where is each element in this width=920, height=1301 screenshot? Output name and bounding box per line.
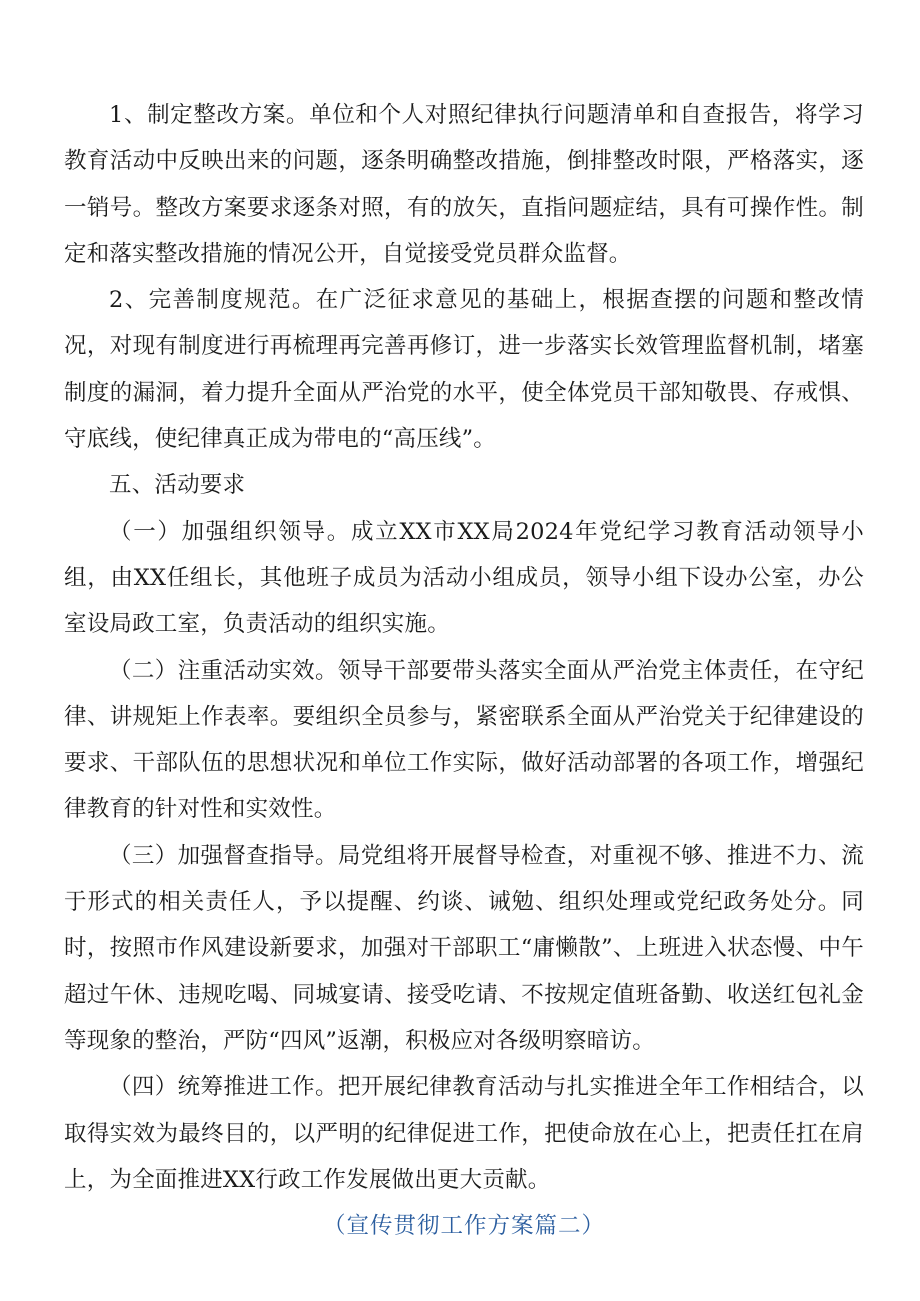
document-body	[64, 92, 864, 1249]
paragraph-improve-system: 2、完善制度规范。在广泛征求意见的基础上，根据查摆的问题和整改情况，对现有制度进行再梳理再完善再修订，进一步落实长效管理监督机制，堵塞制度的漏洞，着力提升全面从严治党的水平，使全体党员干部知敬畏、存戒惧、守底线，使纪律真正成为带电的“高压线”。	[64, 287, 864, 453]
paragraph-rectification-plan: 1、制定整改方案。单位和个人对照纪律执行问题清单和自查报告，将学习教育活动中反映出来的问题，逐条明确整改措施，倒排整改时限，严格落实，逐一销号。整改方案要求逐条对照，有的放矢，直指问题症结，具有可操作性。制定和落实整改措施的情况公开，自觉接受党员群众监督。	[64, 102, 864, 267]
paragraph-supervision-guidance: （三）加强督查指导。局党组将开展督导检查，对重视不够、推进不力、流于形式的相关责任人，予以提醒、约谈、诫勉、组织处理或党纪政务处分。同时，按照市作风建设新要求，加强对干部职工“庸懒散”、上班进入状态慢、中午超过午休、违规吃喝、同城宴请、接受吃请、不按规定值班备勤、收送红包礼金等现象的整治，严防“四风”返潮，积极应对各级明察暗访。	[64, 842, 864, 1054]
section-title-part-two: （宣传贯彻工作方案篇二）	[322, 1213, 605, 1240]
paragraph-activity-effectiveness: （二）注重活动实效。领导干部要带头落实全面从严治党主体责任，在守纪律、讲规矩上作表率。要组织全员参与，紧密联系全面从严治党关于纪律建设的要求、干部队伍的思想状况和单位工作实际，做好活动部署的各项工作，增强纪律教育的针对性和实效性。	[64, 657, 864, 823]
heading-activity-requirements: 五、活动要求	[109, 472, 246, 499]
paragraph-organization-leadership: （一）加强组织领导。成立XX市XX局2024年党纪学习教育活动领导小组，由XX任组长，其他班子成员为活动小组成员，领导小组下设办公室，办公室设局政工室，负责活动的组织实施。	[64, 518, 864, 638]
paragraph-coordinated-work: （四）统筹推进工作。把开展纪律教育活动与扎实推进全年工作相结合，以取得实效为最终目的，以严明的纪律促进工作，把使命放在心上，把责任扛在肩上，为全面推进XX行政工作发展做出更大贡献。	[64, 1074, 864, 1193]
